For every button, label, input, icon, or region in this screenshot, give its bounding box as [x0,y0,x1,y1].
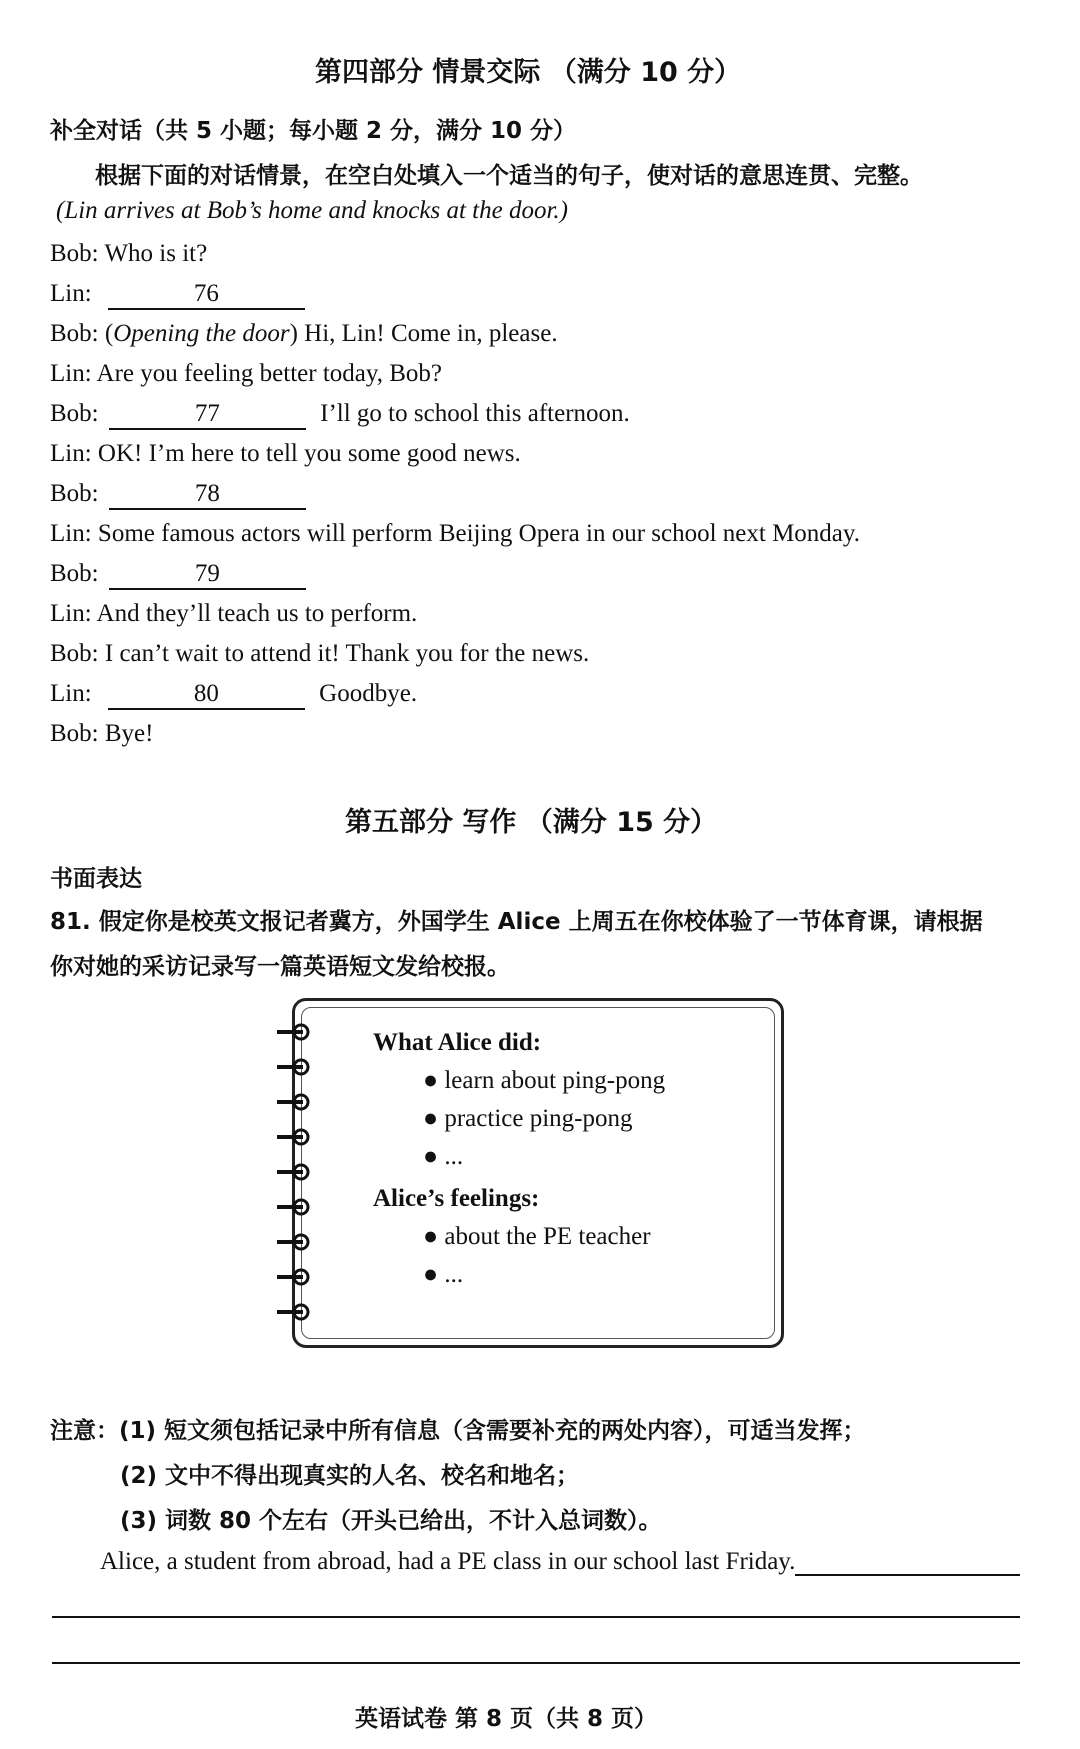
speaker: Lin: [50,520,92,547]
writing-line[interactable] [52,1616,1020,1618]
spiral-ring-icon [277,1198,313,1216]
dialogue-text: I’ll go to school this afternoon. [320,400,630,427]
dialogue-text: I can’t wait to attend it! Thank you for the news. [104,640,590,667]
speaker: Lin: [50,680,92,707]
spiral-ring-icon [277,1163,313,1181]
notebook-item: about the PE teacher [444,1223,651,1250]
essay-opening-sentence: Alice, a student from abroad, had a PE class in our school last Friday. [100,1548,796,1575]
page-footer: 英语试卷 第 8 页（共 8 页） [355,1706,658,1732]
spiral-ring-icon [277,1303,313,1321]
spiral-ring-icon [277,1233,313,1251]
notebook-item: ... [444,1143,464,1170]
notebook-heading-activities: What Alice did: [373,1029,542,1056]
speaker: Bob: [50,640,99,667]
part5-title: 第五部分 写作 （满分 15 分） [345,807,718,838]
dialogue-text: Bye! [104,720,154,747]
notebook-heading-feelings: Alice’s feelings: [373,1185,540,1212]
writing-line[interactable] [795,1574,1020,1576]
notebook-bullet: ● ... [423,1261,464,1288]
question-81-line2: 你对她的采访记录写一篇英语短文发给校报。 [50,954,510,980]
part4-title: 第四部分 情景交际 （满分 10 分） [315,57,742,88]
dialogue-line [50,477,306,511]
speaker: Lin: [50,360,92,387]
note-3: (3) 词数 80 个左右（开头已给出，不计入总词数）。 [120,1508,662,1534]
answer-blank-80[interactable]: 80 [108,680,305,710]
dialogue-line [50,437,521,471]
part5-subtitle: 书面表达 [50,866,142,892]
speaker: Bob: [50,560,99,587]
answer-blank-76[interactable]: 76 [108,280,305,310]
notebook-bullet: ● about the PE teacher [423,1223,651,1250]
scene-description: (Lin arrives at Bob’s home and knocks at the door.) [56,197,568,224]
speaker: Bob: [50,400,99,427]
note-2: (2) 文中不得出现真实的人名、校名和地名； [120,1463,580,1489]
dialogue-text: Hi, Lin! Come in, please. [304,320,558,347]
dialogue-line [50,597,417,631]
dialogue-text: OK! I’m here to tell you some good news. [97,440,521,467]
dialogue-line [50,237,207,271]
spiral-ring-icon [277,1058,313,1076]
notebook-item: learn about ping-pong [444,1067,666,1094]
interview-notebook [292,998,784,1348]
spiral-ring-icon [277,1093,313,1111]
speaker: Bob: [50,320,99,347]
question-81-line1: 81. 假定你是校英文报记者冀方，外国学生 Alice 上周五在你校体验了一节体育课，请根据 [50,909,983,935]
answer-blank-77[interactable]: 77 [109,400,306,430]
dialogue-line [50,357,442,391]
stage-direction: (Opening the door) [104,320,298,347]
notebook-bullet: ● ... [423,1143,464,1170]
notebook-bullet: ● practice ping-pong [423,1105,633,1132]
dialogue-line [50,557,306,591]
part4-subtitle: 补全对话（共 5 小题；每小题 2 分，满分 10 分） [50,118,577,144]
dialogue-line [50,517,860,551]
part4-instruction: 根据下面的对话情景，在空白处填入一个适当的句子，使对话的意思连贯、完整。 [95,163,923,189]
dialogue-text: And they’ll teach us to perform. [96,600,418,627]
dialogue-line [50,277,305,311]
speaker: Bob: [50,240,99,267]
dialogue-text: Who is it? [104,240,208,267]
dialogue-line [50,717,153,751]
dialogue-text: Some famous actors will perform Beijing Opera in our school next Monday. [97,520,861,547]
answer-blank-79[interactable]: 79 [109,560,306,590]
answer-blank-78[interactable]: 78 [109,480,306,510]
dialogue-line [50,637,589,671]
speaker: Lin: [50,440,92,467]
dialogue-line [50,677,417,711]
spiral-ring-icon [277,1128,313,1146]
spiral-ring-icon [277,1023,313,1041]
speaker: Lin: [50,600,92,627]
notebook-item: ... [444,1261,464,1288]
writing-line[interactable] [52,1662,1020,1664]
note-1: 注意：(1) 短文须包括记录中所有信息（含需要补充的两处内容），可适当发挥； [50,1418,866,1444]
notebook-bullet: ● learn about ping-pong [423,1067,666,1094]
speaker: Lin: [50,280,92,307]
dialogue-line [50,317,558,351]
dialogue-text: Goodbye. [319,680,418,707]
speaker: Bob: [50,720,99,747]
dialogue-text: Are you feeling better today, Bob? [96,360,443,387]
stage-direction-text: Opening the door [113,320,290,347]
speaker: Bob: [50,480,99,507]
dialogue-line [50,397,630,431]
spiral-ring-icon [277,1268,313,1286]
notebook-item: practice ping-pong [444,1105,633,1132]
